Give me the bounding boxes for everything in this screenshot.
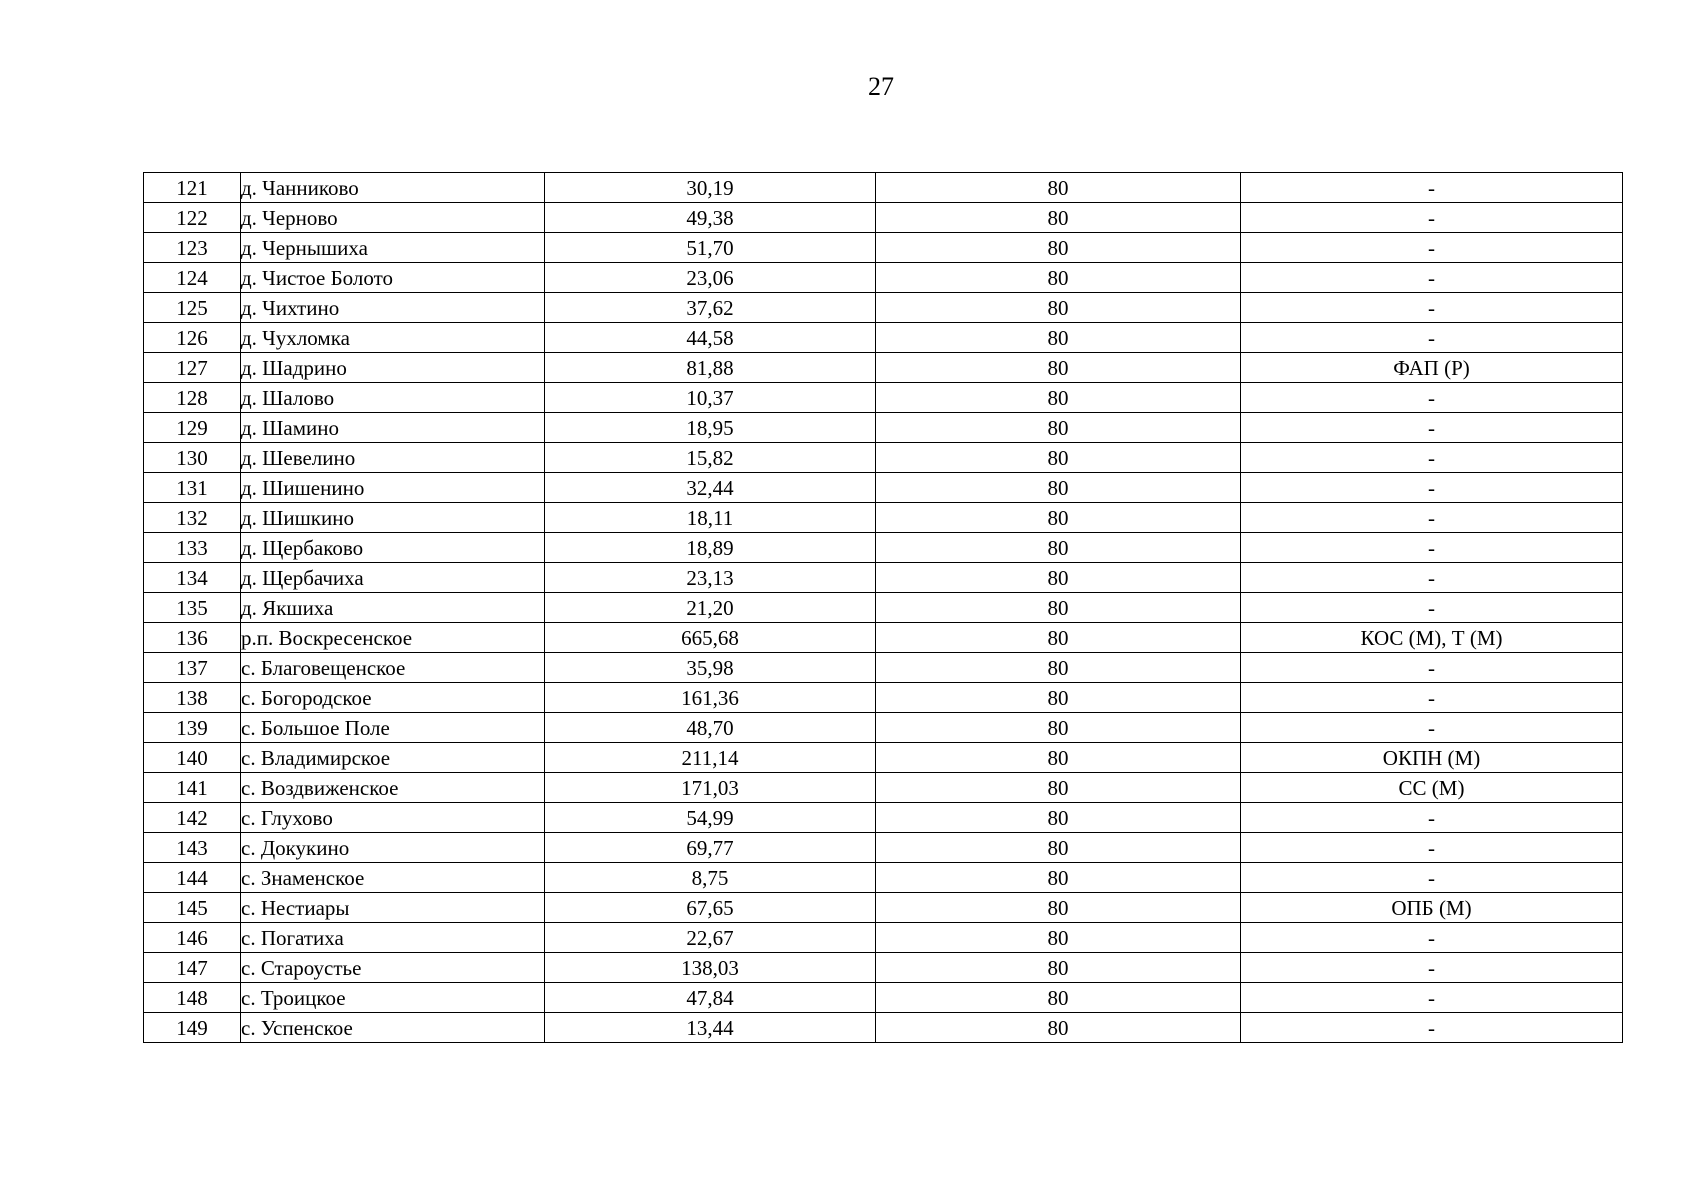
objects-cell: - — [1241, 653, 1623, 683]
objects-cell: - — [1241, 923, 1623, 953]
percent-value-cell: 80 — [876, 953, 1241, 983]
percent-value-cell: 80 — [876, 233, 1241, 263]
objects-cell: КОС (М), Т (М) — [1241, 623, 1623, 653]
settlement-name-cell: с. Староустье — [241, 953, 545, 983]
settlement-name-cell: с. Погатиха — [241, 923, 545, 953]
area-value-cell: 13,44 — [545, 1013, 876, 1043]
objects-cell: - — [1241, 803, 1623, 833]
area-value-cell: 47,84 — [545, 983, 876, 1013]
area-value-cell: 48,70 — [545, 713, 876, 743]
table-row — [144, 563, 1623, 593]
table-row — [144, 953, 1623, 983]
table-row — [144, 803, 1623, 833]
objects-cell: - — [1241, 1013, 1623, 1043]
row-number-cell: 144 — [144, 863, 241, 893]
objects-cell: - — [1241, 983, 1623, 1013]
objects-cell: - — [1241, 383, 1623, 413]
percent-value-cell: 80 — [876, 983, 1241, 1013]
table-row — [144, 713, 1623, 743]
table-row — [144, 683, 1623, 713]
percent-value-cell: 80 — [876, 893, 1241, 923]
area-value-cell: 161,36 — [545, 683, 876, 713]
percent-value-cell: 80 — [876, 263, 1241, 293]
objects-cell: - — [1241, 533, 1623, 563]
row-number-cell: 140 — [144, 743, 241, 773]
area-value-cell: 51,70 — [545, 233, 876, 263]
objects-cell: СС (М) — [1241, 773, 1623, 803]
row-number-cell: 131 — [144, 473, 241, 503]
area-value-cell: 171,03 — [545, 773, 876, 803]
area-value-cell: 69,77 — [545, 833, 876, 863]
percent-value-cell: 80 — [876, 443, 1241, 473]
area-value-cell: 211,14 — [545, 743, 876, 773]
row-number-cell: 141 — [144, 773, 241, 803]
area-value-cell: 23,06 — [545, 263, 876, 293]
settlement-name-cell: с. Владимирское — [241, 743, 545, 773]
settlement-name-cell: д. Щербаково — [241, 533, 545, 563]
objects-cell: - — [1241, 863, 1623, 893]
area-value-cell: 8,75 — [545, 863, 876, 893]
table-row — [144, 983, 1623, 1013]
percent-value-cell: 80 — [876, 923, 1241, 953]
area-value-cell: 23,13 — [545, 563, 876, 593]
area-value-cell: 54,99 — [545, 803, 876, 833]
table-row — [144, 503, 1623, 533]
row-number-cell: 127 — [144, 353, 241, 383]
table-row — [144, 533, 1623, 563]
table-row — [144, 593, 1623, 623]
percent-value-cell: 80 — [876, 863, 1241, 893]
settlement-name-cell: с. Воздвиженское — [241, 773, 545, 803]
area-value-cell: 30,19 — [545, 173, 876, 203]
objects-cell: - — [1241, 323, 1623, 353]
objects-cell: - — [1241, 413, 1623, 443]
area-value-cell: 18,11 — [545, 503, 876, 533]
table-row — [144, 383, 1623, 413]
percent-value-cell: 80 — [876, 623, 1241, 653]
settlement-name-cell: с. Глухово — [241, 803, 545, 833]
area-value-cell: 22,67 — [545, 923, 876, 953]
row-number-cell: 145 — [144, 893, 241, 923]
table-row — [144, 353, 1623, 383]
row-number-cell: 133 — [144, 533, 241, 563]
settlement-name-cell: д. Шадрино — [241, 353, 545, 383]
row-number-cell: 142 — [144, 803, 241, 833]
percent-value-cell: 80 — [876, 473, 1241, 503]
objects-cell: - — [1241, 173, 1623, 203]
percent-value-cell: 80 — [876, 743, 1241, 773]
settlement-name-cell: д. Шамино — [241, 413, 545, 443]
table-row — [144, 293, 1623, 323]
row-number-cell: 134 — [144, 563, 241, 593]
percent-value-cell: 80 — [876, 1013, 1241, 1043]
area-value-cell: 665,68 — [545, 623, 876, 653]
row-number-cell: 125 — [144, 293, 241, 323]
area-value-cell: 21,20 — [545, 593, 876, 623]
settlement-name-cell: д. Черново — [241, 203, 545, 233]
area-value-cell: 15,82 — [545, 443, 876, 473]
table-row — [144, 623, 1623, 653]
settlement-name-cell: д. Чанниково — [241, 173, 545, 203]
percent-value-cell: 80 — [876, 533, 1241, 563]
area-value-cell: 49,38 — [545, 203, 876, 233]
percent-value-cell: 80 — [876, 503, 1241, 533]
area-value-cell: 32,44 — [545, 473, 876, 503]
settlement-name-cell: д. Шевелино — [241, 443, 545, 473]
table-row — [144, 233, 1623, 263]
row-number-cell: 148 — [144, 983, 241, 1013]
table-row — [144, 473, 1623, 503]
table-row — [144, 773, 1623, 803]
settlement-name-cell: д. Якшиха — [241, 593, 545, 623]
table-row — [144, 173, 1623, 203]
percent-value-cell: 80 — [876, 383, 1241, 413]
area-value-cell: 67,65 — [545, 893, 876, 923]
row-number-cell: 121 — [144, 173, 241, 203]
table-row — [144, 893, 1623, 923]
settlement-name-cell: д. Шишенино — [241, 473, 545, 503]
objects-cell: - — [1241, 443, 1623, 473]
settlement-name-cell: д. Шишкино — [241, 503, 545, 533]
table-body — [144, 173, 1623, 1043]
objects-cell: - — [1241, 683, 1623, 713]
area-value-cell: 18,89 — [545, 533, 876, 563]
row-number-cell: 146 — [144, 923, 241, 953]
table-row — [144, 323, 1623, 353]
row-number-cell: 132 — [144, 503, 241, 533]
objects-cell: - — [1241, 293, 1623, 323]
row-number-cell: 143 — [144, 833, 241, 863]
settlements-table — [143, 172, 1623, 1043]
settlement-name-cell: д. Чухломка — [241, 323, 545, 353]
objects-cell: - — [1241, 833, 1623, 863]
row-number-cell: 126 — [144, 323, 241, 353]
percent-value-cell: 80 — [876, 173, 1241, 203]
settlement-name-cell: д. Чихтино — [241, 293, 545, 323]
table-row — [144, 833, 1623, 863]
page-number: 27 — [868, 72, 894, 101]
row-number-cell: 139 — [144, 713, 241, 743]
objects-cell: - — [1241, 563, 1623, 593]
percent-value-cell: 80 — [876, 833, 1241, 863]
row-number-cell: 135 — [144, 593, 241, 623]
percent-value-cell: 80 — [876, 413, 1241, 443]
area-value-cell: 44,58 — [545, 323, 876, 353]
row-number-cell: 124 — [144, 263, 241, 293]
table-row — [144, 203, 1623, 233]
settlement-name-cell: с. Богородское — [241, 683, 545, 713]
objects-cell: - — [1241, 593, 1623, 623]
table-row — [144, 863, 1623, 893]
percent-value-cell: 80 — [876, 563, 1241, 593]
settlement-name-cell: с. Знаменское — [241, 863, 545, 893]
percent-value-cell: 80 — [876, 203, 1241, 233]
objects-cell: - — [1241, 713, 1623, 743]
row-number-cell: 123 — [144, 233, 241, 263]
objects-cell: - — [1241, 953, 1623, 983]
row-number-cell: 138 — [144, 683, 241, 713]
objects-cell: - — [1241, 503, 1623, 533]
percent-value-cell: 80 — [876, 353, 1241, 383]
row-number-cell: 136 — [144, 623, 241, 653]
settlement-name-cell: д. Щербачиха — [241, 563, 545, 593]
settlement-name-cell: с. Докукино — [241, 833, 545, 863]
table-row — [144, 653, 1623, 683]
table-row — [144, 743, 1623, 773]
settlement-name-cell: р.п. Воскресенское — [241, 623, 545, 653]
table-row — [144, 923, 1623, 953]
settlement-name-cell: д. Чернышиха — [241, 233, 545, 263]
settlement-name-cell: с. Нестиары — [241, 893, 545, 923]
percent-value-cell: 80 — [876, 713, 1241, 743]
row-number-cell: 149 — [144, 1013, 241, 1043]
settlement-name-cell: д. Чистое Болото — [241, 263, 545, 293]
settlement-name-cell: с. Троицкое — [241, 983, 545, 1013]
settlement-name-cell: д. Шалово — [241, 383, 545, 413]
row-number-cell: 129 — [144, 413, 241, 443]
row-number-cell: 130 — [144, 443, 241, 473]
row-number-cell: 122 — [144, 203, 241, 233]
settlement-name-cell: с. Успенское — [241, 1013, 545, 1043]
objects-cell: - — [1241, 263, 1623, 293]
area-value-cell: 10,37 — [545, 383, 876, 413]
percent-value-cell: 80 — [876, 323, 1241, 353]
objects-cell: - — [1241, 473, 1623, 503]
percent-value-cell: 80 — [876, 773, 1241, 803]
table-row — [144, 413, 1623, 443]
objects-cell: ОКПН (М) — [1241, 743, 1623, 773]
area-value-cell: 35,98 — [545, 653, 876, 683]
percent-value-cell: 80 — [876, 803, 1241, 833]
row-number-cell: 147 — [144, 953, 241, 983]
objects-cell: - — [1241, 203, 1623, 233]
objects-cell: - — [1241, 233, 1623, 263]
percent-value-cell: 80 — [876, 653, 1241, 683]
row-number-cell: 128 — [144, 383, 241, 413]
settlement-name-cell: с. Благовещенское — [241, 653, 545, 683]
table-row — [144, 1013, 1623, 1043]
objects-cell: ФАП (Р) — [1241, 353, 1623, 383]
area-value-cell: 81,88 — [545, 353, 876, 383]
percent-value-cell: 80 — [876, 293, 1241, 323]
table-row — [144, 263, 1623, 293]
area-value-cell: 37,62 — [545, 293, 876, 323]
area-value-cell: 18,95 — [545, 413, 876, 443]
percent-value-cell: 80 — [876, 683, 1241, 713]
settlement-name-cell: с. Большое Поле — [241, 713, 545, 743]
percent-value-cell: 80 — [876, 593, 1241, 623]
table-row — [144, 443, 1623, 473]
objects-cell: ОПБ (М) — [1241, 893, 1623, 923]
row-number-cell: 137 — [144, 653, 241, 683]
area-value-cell: 138,03 — [545, 953, 876, 983]
